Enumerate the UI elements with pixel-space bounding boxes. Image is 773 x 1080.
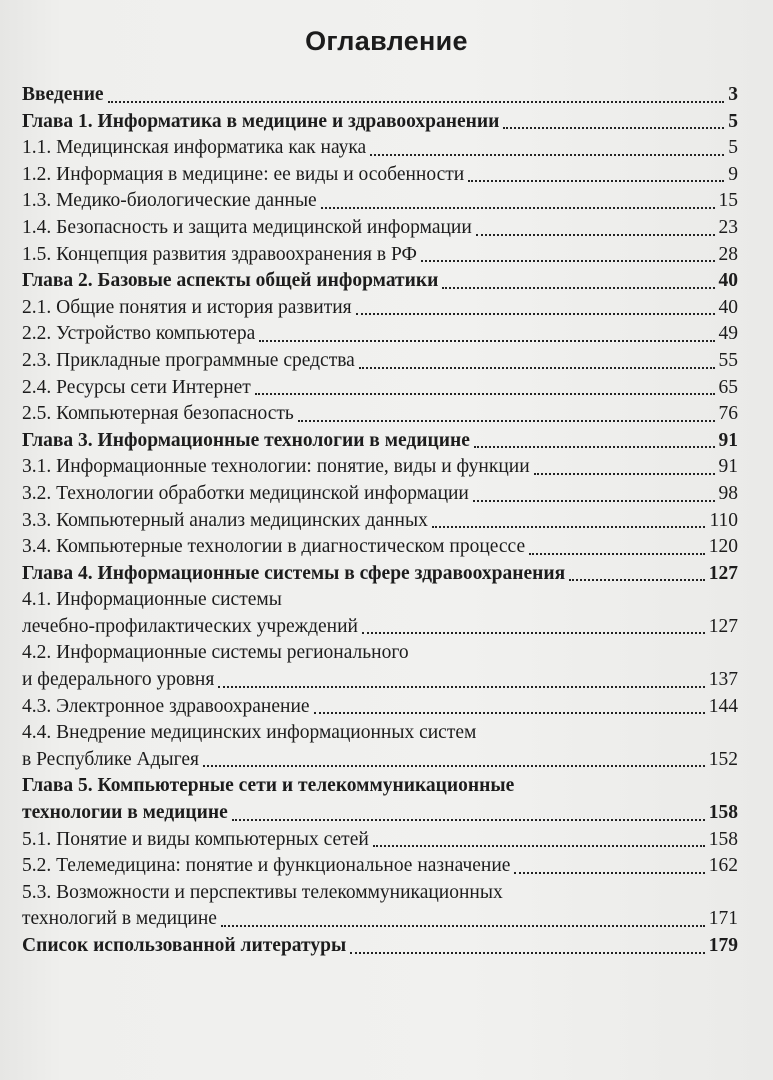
dot-leader bbox=[298, 420, 715, 422]
toc-chapter-entry bbox=[22, 561, 738, 588]
dot-leader bbox=[503, 127, 724, 129]
toc-entry-title: 2.4. Ресурсы сети Интернет bbox=[22, 376, 251, 398]
toc-section-entry bbox=[22, 188, 738, 215]
toc-page-number: 158 bbox=[708, 802, 738, 824]
dot-leader bbox=[362, 632, 705, 634]
toc-entry-title: 3.1. Информационные технологии: понятие, виды и функции bbox=[22, 456, 530, 478]
toc-page-number: 137 bbox=[708, 669, 738, 691]
toc-entry-title: 1.4. Безопасность и защита медицинской информации bbox=[22, 216, 472, 238]
toc-page-number: 98 bbox=[718, 482, 738, 504]
toc-chapter-entry bbox=[22, 268, 738, 295]
toc-entry-title: 3.2. Технологии обработки медицинской информации bbox=[22, 482, 469, 504]
toc-section-entry bbox=[22, 295, 738, 322]
toc-section-entry bbox=[22, 162, 738, 189]
dot-leader bbox=[108, 101, 725, 103]
toc-page-number: 9 bbox=[728, 163, 738, 185]
toc-entry-title: и федерального уровня bbox=[22, 669, 215, 691]
dot-leader bbox=[221, 925, 705, 927]
toc-entry-title: 2.1. Общие понятия и история развития bbox=[22, 296, 352, 318]
toc-page-number: 127 bbox=[708, 615, 738, 637]
toc-page-number: 91 bbox=[718, 429, 738, 451]
toc-page-number: 65 bbox=[718, 376, 738, 398]
dot-leader bbox=[421, 260, 715, 262]
toc-section-entry bbox=[22, 534, 738, 561]
toc-section-entry bbox=[22, 348, 738, 375]
toc-entry-title: 1.2. Информация в медицине: ее виды и особенности bbox=[22, 163, 465, 185]
toc-section-entry bbox=[22, 508, 738, 535]
toc-entry-title: 1.3. Медико-биологические данные bbox=[22, 190, 317, 212]
toc-entry-title: 2.3. Прикладные программные средства bbox=[22, 349, 355, 371]
dot-leader bbox=[218, 686, 704, 688]
dot-leader bbox=[314, 712, 705, 714]
toc-page-number: 3 bbox=[728, 84, 738, 105]
toc-entry-title: 2.5. Компьютерная безопасность bbox=[22, 403, 294, 425]
toc-page-number: 162 bbox=[708, 855, 738, 877]
toc-page-number: 5 bbox=[728, 137, 738, 159]
table-of-contents bbox=[22, 82, 738, 960]
dot-leader bbox=[474, 446, 715, 448]
toc-entry-title: 5.1. Понятие и виды компьютерных сетей bbox=[22, 828, 369, 850]
toc-section-entry bbox=[22, 827, 738, 854]
toc-entry-title-line: Глава 5. Компьютерные сети и телекоммуникационные bbox=[22, 775, 515, 797]
toc-entry-title: Список использованной литературы bbox=[22, 935, 347, 956]
toc-entry-title: 1.1. Медицинская информатика как наука bbox=[22, 137, 367, 159]
toc-entry-title: в Республике Адыгея bbox=[22, 748, 199, 770]
toc-section-entry bbox=[22, 321, 738, 348]
dot-leader bbox=[569, 579, 705, 581]
dot-leader bbox=[468, 180, 724, 182]
dot-leader bbox=[203, 765, 705, 767]
toc-page-number: 55 bbox=[718, 349, 738, 371]
toc-chapter-entry bbox=[22, 428, 738, 455]
toc-entry-title: Глава 3. Информационные технологии в медицине bbox=[22, 429, 470, 451]
toc-section-entry bbox=[22, 587, 738, 640]
toc-page-number: 23 bbox=[718, 216, 738, 238]
toc-section-entry bbox=[22, 454, 738, 481]
toc-entry-title: 2.2. Устройство компьютера bbox=[22, 323, 256, 345]
toc-chapter-entry bbox=[22, 933, 738, 960]
dot-leader bbox=[529, 553, 705, 555]
toc-section-entry bbox=[22, 215, 738, 242]
toc-section-entry bbox=[22, 720, 738, 773]
toc-entry-title-line: 4.2. Информационные системы регионального bbox=[22, 642, 409, 664]
toc-page-number: 179 bbox=[708, 935, 738, 956]
dot-leader bbox=[373, 845, 705, 847]
toc-entry-title: 4.3. Электронное здравоохранение bbox=[22, 695, 310, 717]
toc-entry-title: Введение bbox=[22, 84, 104, 105]
toc-entry-title: технологий в медицине bbox=[22, 908, 217, 930]
toc-section-entry bbox=[22, 375, 738, 402]
toc-section-entry bbox=[22, 242, 738, 269]
toc-entry-title: Глава 2. Базовые аспекты общей информатики bbox=[22, 270, 439, 292]
toc-chapter-entry bbox=[22, 773, 738, 826]
toc-chapter-entry bbox=[22, 109, 738, 136]
dot-leader bbox=[232, 819, 705, 821]
toc-section-entry bbox=[22, 640, 738, 693]
dot-leader bbox=[514, 872, 704, 874]
toc-section-entry bbox=[22, 853, 738, 880]
toc-entry-title: 3.3. Компьютерный анализ медицинских данных bbox=[22, 509, 428, 531]
dot-leader bbox=[321, 207, 715, 209]
toc-page-number: 5 bbox=[728, 110, 738, 132]
dot-leader bbox=[350, 952, 705, 954]
toc-entry-title: лечебно-профилактических учреждений bbox=[22, 615, 358, 637]
toc-page-number: 152 bbox=[708, 748, 738, 770]
dot-leader bbox=[473, 500, 715, 502]
toc-entry-title-line: 4.4. Внедрение медицинских информационных систем bbox=[22, 722, 477, 744]
toc-page-number: 40 bbox=[718, 296, 738, 318]
toc-page-number: 120 bbox=[708, 536, 738, 558]
toc-section-entry bbox=[22, 481, 738, 508]
dot-leader bbox=[534, 473, 715, 475]
toc-page-number: 127 bbox=[708, 562, 738, 584]
toc-entry-title: 3.4. Компьютерные технологии в диагностическом процессе bbox=[22, 536, 526, 558]
dot-leader bbox=[370, 154, 724, 156]
toc-page-number: 40 bbox=[718, 270, 738, 292]
toc-entry-title: технологии в медицине bbox=[22, 802, 228, 824]
toc-entry-title-line: 5.3. Возможности и перспективы телекоммуникационных bbox=[22, 881, 503, 903]
toc-page-number: 110 bbox=[709, 509, 738, 531]
dot-leader bbox=[476, 234, 715, 236]
toc-page-number: 171 bbox=[708, 908, 738, 930]
dot-leader bbox=[442, 287, 714, 289]
toc-page-number: 144 bbox=[708, 695, 738, 717]
dot-leader bbox=[359, 367, 715, 369]
toc-page-number: 158 bbox=[708, 828, 738, 850]
toc-page-number: 15 bbox=[718, 190, 738, 212]
dot-leader bbox=[356, 313, 715, 315]
toc-section-entry bbox=[22, 694, 738, 721]
toc-entry-title: 5.2. Телемедицина: понятие и функциональное назначение bbox=[22, 855, 511, 877]
dot-leader bbox=[432, 526, 706, 528]
toc-entry-title: Глава 4. Информационные системы в сфере здравоохранения bbox=[22, 562, 566, 584]
toc-page-number: 76 bbox=[718, 403, 738, 425]
toc-entry-title: Глава 1. Информатика в медицине и здравоохранении bbox=[22, 110, 500, 132]
toc-entry-title-line: 4.1. Информационные системы bbox=[22, 589, 282, 611]
toc-chapter-entry bbox=[22, 82, 738, 109]
toc-section-entry bbox=[22, 135, 738, 162]
toc-page-number: 28 bbox=[718, 243, 738, 265]
toc-section-entry bbox=[22, 880, 738, 933]
page-title: Оглавление bbox=[305, 26, 468, 56]
toc-section-entry bbox=[22, 401, 738, 428]
toc-page-number: 49 bbox=[718, 323, 738, 345]
dot-leader bbox=[259, 340, 714, 342]
toc-entry-title: 1.5. Концепция развития здравоохранения в РФ bbox=[22, 243, 417, 265]
dot-leader bbox=[255, 393, 715, 395]
toc-page-number: 91 bbox=[718, 456, 738, 478]
